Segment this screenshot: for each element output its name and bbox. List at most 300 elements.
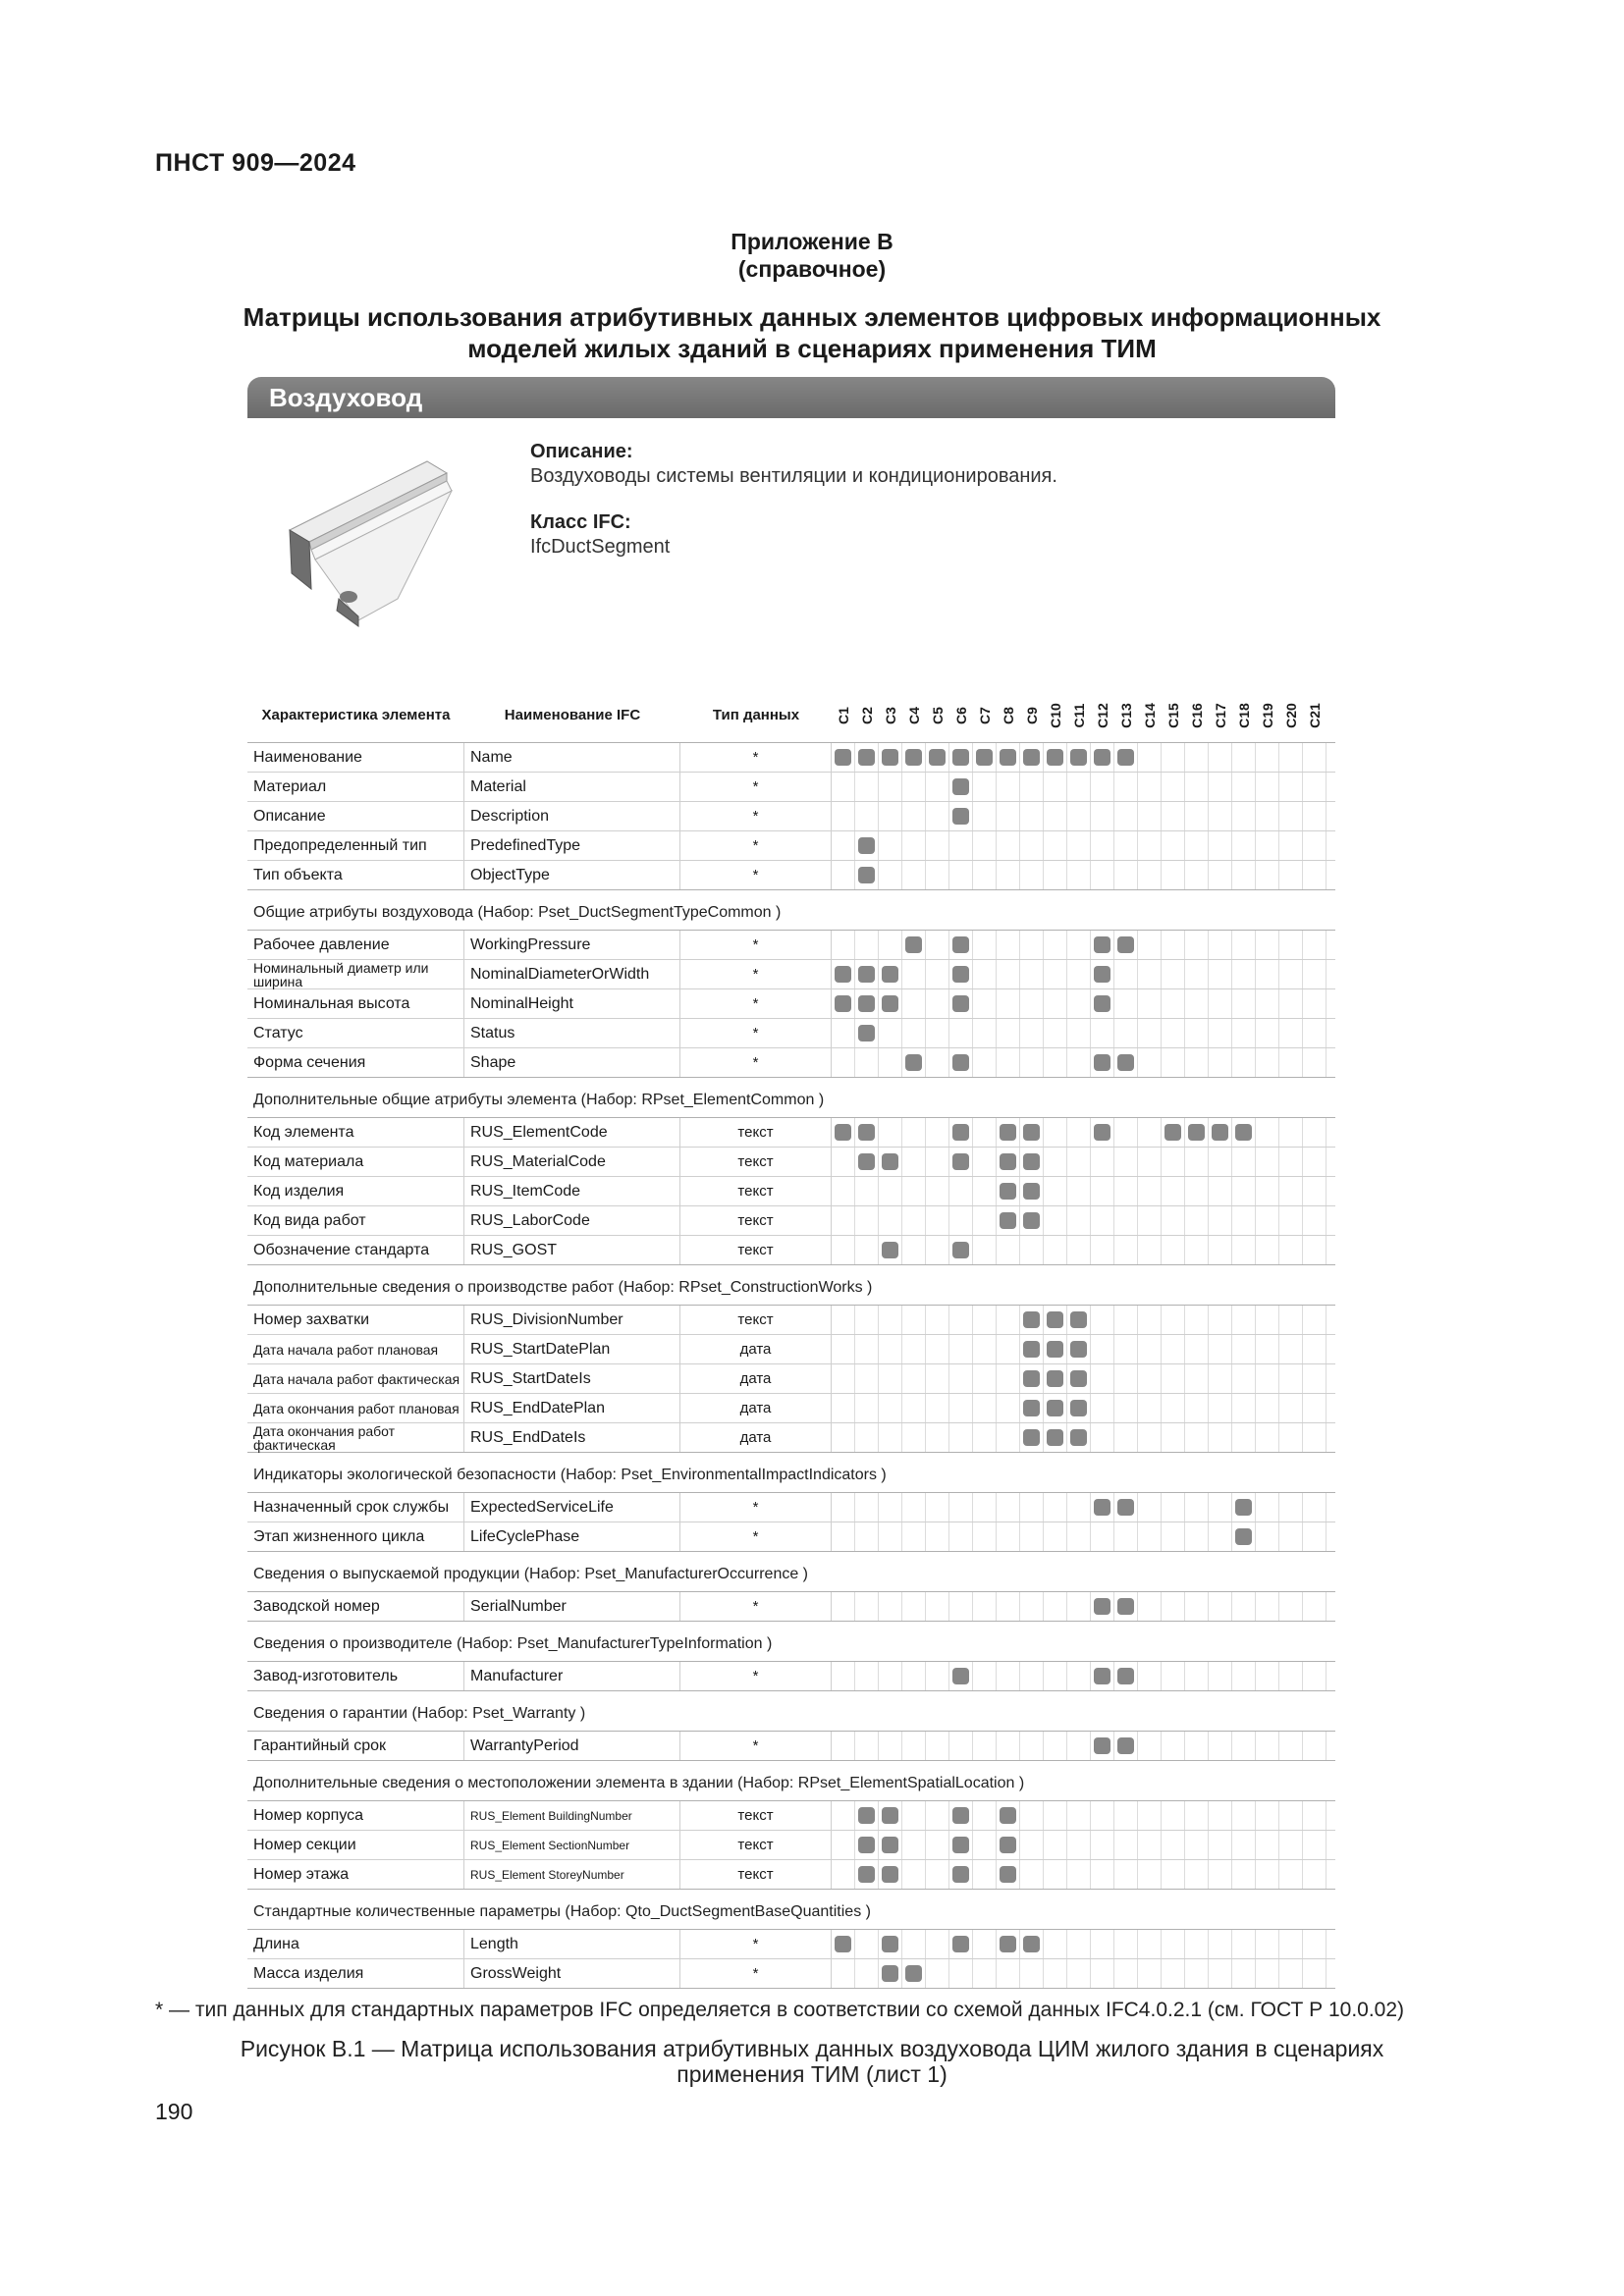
- scenario-cell: [926, 1831, 949, 1859]
- scenario-cell: [902, 1306, 926, 1334]
- usage-mark: [1000, 1124, 1016, 1141]
- scenario-cell: [855, 1959, 879, 1988]
- scenario-cell: [1162, 1177, 1185, 1205]
- scenario-cell: [1162, 831, 1185, 860]
- scenario-cell: [1279, 1236, 1303, 1264]
- description-label: Описание:: [530, 441, 633, 462]
- scenario-cell: [1138, 773, 1162, 801]
- scenario-cell: [1232, 1522, 1256, 1551]
- scenario-cell: [926, 802, 949, 830]
- characteristic-cell: Код изделия: [247, 1177, 464, 1205]
- scenario-cell: [1067, 1732, 1091, 1760]
- scenario-cell: [1138, 960, 1162, 988]
- data-type-cell: дата: [680, 1394, 832, 1422]
- scenario-cell: [1138, 831, 1162, 860]
- scenario-cell: [1232, 1860, 1256, 1889]
- scenario-cell: [855, 1148, 879, 1176]
- usage-mark: [952, 966, 969, 983]
- scenario-cell: [855, 989, 879, 1018]
- scenario-cell: [1138, 1177, 1162, 1205]
- data-type-cell: текст: [680, 1118, 832, 1147]
- usage-mark: [1070, 1370, 1087, 1387]
- scenario-cell: [1138, 1831, 1162, 1859]
- scenario-cell: [902, 1423, 926, 1452]
- scenario-cell: [1044, 1801, 1067, 1830]
- scenario-cell: [1162, 1148, 1185, 1176]
- scenario-cell: [926, 1732, 949, 1760]
- scenario-cell: [1044, 1206, 1067, 1235]
- scenario-cell: [1044, 773, 1067, 801]
- scenario-header: [1279, 691, 1303, 740]
- usage-mark: [905, 1054, 922, 1071]
- scenario-cell: [1162, 931, 1185, 959]
- scenario-cell: [1303, 1493, 1326, 1522]
- usage-mark: [882, 1153, 898, 1170]
- scenario-cell: [997, 1019, 1020, 1047]
- scenario-cell: [1067, 1592, 1091, 1621]
- scenario-cell: [879, 802, 902, 830]
- usage-mark: [1117, 1499, 1134, 1516]
- scenario-cell: [1209, 1335, 1232, 1363]
- scenario-cell: [973, 989, 997, 1018]
- scenario-cell: [1091, 1335, 1114, 1363]
- scenario-cell: [1303, 743, 1326, 772]
- usage-mark: [905, 749, 922, 766]
- table-row: [247, 1860, 1335, 1889]
- scenario-cell: [926, 1306, 949, 1334]
- scenario-cell: [1162, 1860, 1185, 1889]
- scenario-cell: [1303, 1394, 1326, 1422]
- scenario-cell: [879, 1732, 902, 1760]
- table-row: [247, 1662, 1335, 1690]
- scenario-cell: [855, 1177, 879, 1205]
- scenario-cell: [1256, 1801, 1279, 1830]
- scenario-cell: [1185, 773, 1209, 801]
- scenario-cell: [1067, 931, 1091, 959]
- scenario-cell: [855, 773, 879, 801]
- group-title: Стандартные количественные параметры (Набор: Qto_DuctSegmentBaseQuantities ): [253, 1903, 871, 1920]
- scenario-cell: [1209, 1148, 1232, 1176]
- scenario-cell: [1067, 802, 1091, 830]
- scenario-cell: [1091, 1118, 1114, 1147]
- scenario-cell: [1020, 1423, 1044, 1452]
- scenario-cell: [1256, 1364, 1279, 1393]
- data-type-cell: *: [680, 931, 832, 959]
- scenario-cell: [879, 989, 902, 1018]
- scenario-cell: [997, 831, 1020, 860]
- scenario-cell: [1114, 1019, 1138, 1047]
- scenario-cell: [973, 1522, 997, 1551]
- scenario-cell: [902, 931, 926, 959]
- characteristic-cell: Дата начала работ фактическая: [247, 1364, 464, 1393]
- scenario-cell: [1162, 1801, 1185, 1830]
- scenario-cell: [1138, 1493, 1162, 1522]
- scenario-cell: [1067, 1522, 1091, 1551]
- scenario-cell: [1138, 1118, 1162, 1147]
- scenario-cell: [1185, 1592, 1209, 1621]
- usage-mark: [882, 1807, 898, 1824]
- scenario-cell: [879, 931, 902, 959]
- table-row: [247, 1048, 1335, 1077]
- scenario-cell: [997, 931, 1020, 959]
- characteristic-cell: Форма сечения: [247, 1048, 464, 1077]
- scenario-cell: [1232, 1048, 1256, 1077]
- scenario-cell: [1256, 1860, 1279, 1889]
- scenario-cell: [949, 1148, 973, 1176]
- ifc-name-cell: RUS_LaborCode: [464, 1206, 680, 1235]
- scenario-cell: [1044, 1959, 1067, 1988]
- scenario-label: C21: [1307, 703, 1323, 728]
- usage-mark: [1023, 1124, 1040, 1141]
- scenario-cell: [1091, 1177, 1114, 1205]
- characteristic-cell: Номер секции: [247, 1831, 464, 1859]
- scenario-cell: [879, 1048, 902, 1077]
- scenario-cell: [1091, 773, 1114, 801]
- ifc-name-cell: RUS_Element StoreyNumber: [464, 1860, 680, 1889]
- scenario-cell: [1303, 1236, 1326, 1264]
- scenario-cell: [949, 1206, 973, 1235]
- usage-mark: [1023, 1153, 1040, 1170]
- usage-mark: [905, 1965, 922, 1982]
- group-title: Сведения о производителе (Набор: Pset_ManufacturerTypeInformation ): [253, 1635, 773, 1652]
- table-row: [247, 1364, 1335, 1394]
- description-text: Воздуховоды системы вентиляции и кондиционирования.: [530, 465, 1057, 487]
- usage-mark: [952, 1242, 969, 1258]
- scenario-cell: [997, 1364, 1020, 1393]
- group-title: Индикаторы экологической безопасности (Набор: Pset_EnvironmentalImpactIndicators ): [253, 1467, 887, 1483]
- scenario-cell: [1114, 989, 1138, 1018]
- scenario-header: [1114, 691, 1138, 740]
- scenario-cell: [1232, 802, 1256, 830]
- scenario-cell: [1138, 1394, 1162, 1422]
- scenario-cell: [1256, 1732, 1279, 1760]
- table-row: [247, 743, 1335, 773]
- scenario-cell: [997, 1048, 1020, 1077]
- scenario-cell: [1067, 1048, 1091, 1077]
- scenario-cell: [926, 1364, 949, 1393]
- scenario-cell: [855, 861, 879, 889]
- data-type-cell: *: [680, 1592, 832, 1621]
- scenario-cell: [1185, 1306, 1209, 1334]
- ifc-name-cell: Name: [464, 743, 680, 772]
- scenario-header: [997, 691, 1020, 740]
- ifc-name-cell: RUS_MaterialCode: [464, 1148, 680, 1176]
- scenario-label: C5: [930, 707, 946, 724]
- scenario-cell: [855, 1364, 879, 1393]
- page-title-line-2: моделей жилых зданий в сценариях применения ТИМ: [467, 334, 1157, 363]
- ifc-name-cell: WorkingPressure: [464, 931, 680, 959]
- scenario-cell: [1185, 1930, 1209, 1958]
- scenario-header: [949, 691, 973, 740]
- scenario-cell: [1279, 861, 1303, 889]
- scenario-cell: [1020, 1177, 1044, 1205]
- scenario-cell: [1256, 1493, 1279, 1522]
- scenario-cell: [997, 1394, 1020, 1422]
- scenario-cell: [1162, 1732, 1185, 1760]
- ifc-name-cell: SerialNumber: [464, 1592, 680, 1621]
- scenario-cell: [997, 1662, 1020, 1690]
- scenario-cell: [1114, 931, 1138, 959]
- data-type-cell: *: [680, 1493, 832, 1522]
- usage-mark: [952, 1936, 969, 1952]
- figure-caption-line-1: Рисунок В.1 — Матрица использования атрибутивных данных воздуховода ЦИМ жилого здания в сценариях: [240, 2036, 1384, 2061]
- scenario-cell: [1091, 1959, 1114, 1988]
- usage-mark: [835, 1936, 851, 1952]
- scenario-cell: [1044, 1148, 1067, 1176]
- scenario-cell: [1114, 1306, 1138, 1334]
- scenario-cell: [1020, 1522, 1044, 1551]
- scenario-cell: [1303, 1206, 1326, 1235]
- scenario-label: C19: [1260, 703, 1275, 728]
- scenario-cell: [1020, 1394, 1044, 1422]
- scenario-label: C3: [883, 707, 898, 724]
- scenario-cell: [949, 802, 973, 830]
- scenario-cell: [1256, 861, 1279, 889]
- scenario-cell: [902, 1236, 926, 1264]
- usage-mark: [952, 1153, 969, 1170]
- scenario-cell: [1303, 1662, 1326, 1690]
- scenario-cell: [1303, 773, 1326, 801]
- scenario-header: [1020, 691, 1044, 740]
- usage-mark: [1023, 1183, 1040, 1200]
- scenario-cell: [879, 773, 902, 801]
- scenario-cell: [879, 1335, 902, 1363]
- scenario-header: [1256, 691, 1279, 740]
- scenario-cell: [855, 931, 879, 959]
- usage-mark: [835, 1124, 851, 1141]
- scenario-cell: [1303, 1801, 1326, 1830]
- usage-mark: [952, 1807, 969, 1824]
- characteristic-cell: Дата окончания работ плановая: [247, 1394, 464, 1422]
- header-data-type: Тип данных: [712, 706, 800, 723]
- scenario-cell: [997, 1148, 1020, 1176]
- characteristic-cell: Материал: [247, 773, 464, 801]
- scenario-cell: [973, 1662, 997, 1690]
- scenario-cell: [1114, 1732, 1138, 1760]
- scenario-cell: [855, 1732, 879, 1760]
- scenario-cell: [1232, 1493, 1256, 1522]
- scenario-cell: [902, 802, 926, 830]
- scenario-cell: [1091, 1831, 1114, 1859]
- scenario-cell: [997, 1930, 1020, 1958]
- usage-mark: [1000, 1183, 1016, 1200]
- scenario-cell: [879, 1493, 902, 1522]
- table-row: [247, 1831, 1335, 1860]
- usage-mark: [858, 1807, 875, 1824]
- table-row: [247, 773, 1335, 802]
- scenario-cell: [1279, 1019, 1303, 1047]
- scenario-cell: [1162, 960, 1185, 988]
- ifc-name-cell: RUS_StartDateIs: [464, 1364, 680, 1393]
- scenario-cell: [1138, 931, 1162, 959]
- scenario-cell: [1091, 1364, 1114, 1393]
- scenario-cell: [1209, 1118, 1232, 1147]
- scenario-cell: [1232, 1118, 1256, 1147]
- scenario-cell: [879, 1831, 902, 1859]
- scenario-cell: [1185, 1364, 1209, 1393]
- table-row: [247, 960, 1335, 989]
- header-ifc-name: Наименование IFC: [504, 706, 641, 723]
- scenario-cell: [926, 1019, 949, 1047]
- scenario-cell: [832, 1423, 855, 1452]
- group-grid: [247, 742, 1335, 890]
- usage-mark: [835, 749, 851, 766]
- data-type-cell: текст: [680, 1831, 832, 1859]
- scenario-cell: [997, 989, 1020, 1018]
- scenario-cell: [1209, 1930, 1232, 1958]
- scenario-cell: [1256, 1019, 1279, 1047]
- usage-mark: [1094, 1499, 1110, 1516]
- scenario-cell: [973, 1860, 997, 1889]
- scenario-cell: [1162, 1048, 1185, 1077]
- scenario-cell: [926, 773, 949, 801]
- scenario-cell: [1256, 1394, 1279, 1422]
- scenario-cell: [973, 1048, 997, 1077]
- scenario-cell: [926, 1394, 949, 1422]
- table-row: [247, 1959, 1335, 1988]
- scenario-cell: [1114, 743, 1138, 772]
- usage-mark: [1235, 1124, 1252, 1141]
- scenario-cell: [1303, 1959, 1326, 1988]
- usage-mark: [1094, 1124, 1110, 1141]
- scenario-cell: [973, 802, 997, 830]
- characteristic-cell: Номер захватки: [247, 1306, 464, 1334]
- scenario-cell: [973, 1831, 997, 1859]
- usage-mark: [1212, 1124, 1228, 1141]
- scenario-cell: [902, 1662, 926, 1690]
- scenario-cell: [1020, 1335, 1044, 1363]
- ifc-name-cell: ExpectedServiceLife: [464, 1493, 680, 1522]
- data-type-cell: *: [680, 1959, 832, 1988]
- usage-mark: [1070, 1341, 1087, 1358]
- scenario-cell: [949, 1592, 973, 1621]
- usage-mark: [1000, 1936, 1016, 1952]
- scenario-cell: [926, 1236, 949, 1264]
- scenario-cell: [1256, 1048, 1279, 1077]
- scenario-cell: [997, 1118, 1020, 1147]
- usage-mark: [882, 1242, 898, 1258]
- usage-mark: [1094, 966, 1110, 983]
- scenario-header: [1091, 691, 1114, 740]
- scenario-cell: [1114, 1930, 1138, 1958]
- data-type-cell: текст: [680, 1148, 832, 1176]
- element-banner: Воздуховод: [247, 377, 1335, 418]
- scenario-cell: [949, 1306, 973, 1334]
- scenario-cell: [973, 1423, 997, 1452]
- characteristic-cell: Код элемента: [247, 1118, 464, 1147]
- usage-mark: [1000, 1837, 1016, 1853]
- scenario-cell: [1067, 1335, 1091, 1363]
- scenario-cell: [879, 1206, 902, 1235]
- scenario-cell: [1209, 831, 1232, 860]
- scenario-cell: [1279, 831, 1303, 860]
- scenario-cell: [973, 1118, 997, 1147]
- scenario-cell: [1020, 1206, 1044, 1235]
- scenario-cell: [1067, 1118, 1091, 1147]
- scenario-cell: [1138, 1860, 1162, 1889]
- usage-mark: [1094, 1598, 1110, 1615]
- scenario-cell: [1209, 1831, 1232, 1859]
- group-title: Дополнительные сведения о производстве работ (Набор: RPset_ConstructionWorks ): [253, 1279, 873, 1296]
- scenario-cell: [855, 1236, 879, 1264]
- table-row: [247, 1335, 1335, 1364]
- scenario-cell: [1067, 1930, 1091, 1958]
- usage-mark: [952, 1054, 969, 1071]
- scenario-cell: [973, 960, 997, 988]
- scenario-cell: [1232, 1394, 1256, 1422]
- scenario-cell: [1279, 1118, 1303, 1147]
- scenario-cell: [926, 931, 949, 959]
- scenario-cell: [902, 861, 926, 889]
- scenario-cell: [1114, 1959, 1138, 1988]
- usage-mark: [1023, 1400, 1040, 1416]
- scenario-cell: [1185, 1335, 1209, 1363]
- ifc-name-cell: NominalHeight: [464, 989, 680, 1018]
- scenario-cell: [1138, 1592, 1162, 1621]
- scenario-cell: [832, 1959, 855, 1988]
- usage-mark: [882, 1866, 898, 1883]
- scenario-cell: [1279, 743, 1303, 772]
- group-title: Общие атрибуты воздуховода (Набор: Pset_DuctSegmentTypeCommon ): [253, 904, 782, 921]
- scenario-cell: [1114, 1493, 1138, 1522]
- scenario-cell: [1185, 1831, 1209, 1859]
- scenario-cell: [1020, 1148, 1044, 1176]
- group-grid: [247, 1731, 1335, 1761]
- scenario-cell: [1020, 1236, 1044, 1264]
- scenario-cell: [1114, 1860, 1138, 1889]
- scenario-cell: [1091, 1801, 1114, 1830]
- scenario-cell: [832, 1236, 855, 1264]
- ifc-name-cell: RUS_EndDatePlan: [464, 1394, 680, 1422]
- scenario-cell: [997, 773, 1020, 801]
- scenario-cell: [1138, 1930, 1162, 1958]
- page-title: [147, 301, 1477, 364]
- scenario-cell: [832, 1930, 855, 1958]
- usage-mark: [1094, 1054, 1110, 1071]
- scenario-cell: [1185, 1522, 1209, 1551]
- scenario-cell: [1279, 1335, 1303, 1363]
- scenario-cell: [1091, 931, 1114, 959]
- scenario-cell: [949, 1493, 973, 1522]
- scenario-cell: [1256, 1206, 1279, 1235]
- scenario-cell: [1209, 960, 1232, 988]
- scenario-cell: [902, 1206, 926, 1235]
- scenario-cell: [1209, 1959, 1232, 1988]
- usage-mark: [1094, 1737, 1110, 1754]
- usage-mark: [952, 1124, 969, 1141]
- table-row: [247, 1236, 1335, 1264]
- scenario-cell: [1162, 1206, 1185, 1235]
- usage-mark: [1023, 749, 1040, 766]
- scenario-cell: [1091, 989, 1114, 1018]
- scenario-cell: [1162, 1959, 1185, 1988]
- scenario-cell: [879, 1662, 902, 1690]
- scenario-cell: [949, 1831, 973, 1859]
- group-title: Сведения о гарантии (Набор: Pset_Warranty ): [253, 1705, 586, 1722]
- scenario-label: C13: [1118, 703, 1134, 728]
- scenario-label: C6: [953, 707, 969, 724]
- scenario-cell: [1138, 1306, 1162, 1334]
- scenario-cell: [1279, 1423, 1303, 1452]
- data-type-cell: *: [680, 1662, 832, 1690]
- scenario-cell: [855, 1306, 879, 1334]
- scenario-cell: [949, 1048, 973, 1077]
- characteristic-cell: Обозначение стандарта: [247, 1236, 464, 1264]
- scenario-cell: [902, 1335, 926, 1363]
- scenario-cell: [926, 1493, 949, 1522]
- scenario-header: [1209, 691, 1232, 740]
- characteristic-cell: Завод-изготовитель: [247, 1662, 464, 1690]
